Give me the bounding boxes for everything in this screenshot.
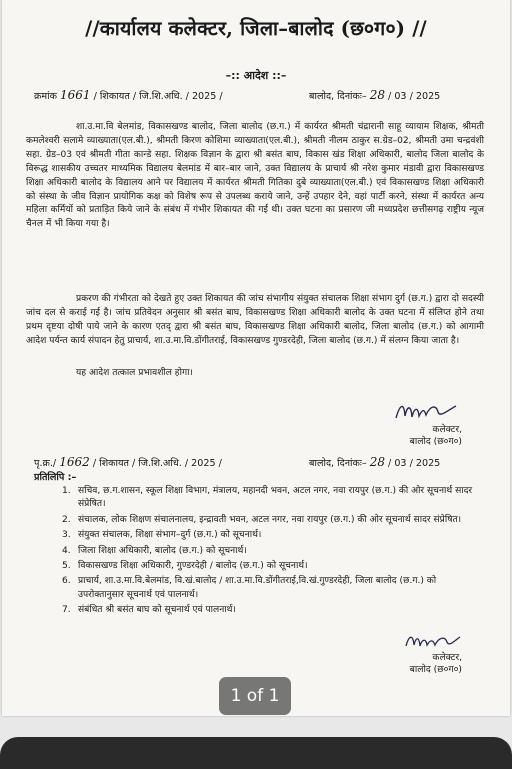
ref-prefix: क्रमांक: [34, 91, 57, 102]
document-page: [2, 0, 510, 716]
order-heading: –:: आदेश ::–: [225, 69, 287, 82]
ref-date: बालोद, दिनांकः– 28 / 03 / 2025: [309, 88, 441, 102]
signature-scribble: [392, 398, 462, 424]
page-indicator: 1 of 1: [219, 677, 291, 715]
collector-signature-2: [362, 630, 462, 676]
signature-title: कलेक्टर,: [432, 652, 462, 663]
signature-title: कलेक्टर,: [432, 424, 462, 435]
order-reference-line: [34, 88, 484, 102]
office-title: //कार्यालय कलेक्टर, जिला–बालोद (छ०ग०) //: [85, 17, 427, 40]
ref-number: 1662: [59, 455, 90, 469]
endorsement-reference-line: [34, 455, 484, 469]
list-item: 4. जिला शिक्षा अधिकारी, बालोद (छ.ग.) को सूचनार्थ।: [62, 545, 247, 556]
order-paragraph-1: शा.उ.मा.वि बेलमांड, विकासखण्ड बालोद, जिला बालोद (छ.ग.) में कार्यरत श्रीमती चंद्रारानी साहू व्यायाम शिक्षक, श्रीमती कमलेश्वरी सलामे व्याख्याता(एल.बी.), श्रीमती किरण कोशिमा व्याख्याता(एल.बी.), श्रीमती नीलम ठाकुर स.ग्रेड–02, श्रीमती उमा चन्द्रवंशी सहा. ग्रेड–03 एवं श्रीमती गीता कान्डे सहा. शिक्षक विज्ञान के द्वारा श्री बसंत बाघ, विकास खंड शिक्षा अधिकारी, बालोद जिला बालोद के विरूद्ध शासकीय उच्चतर माध्यमिक विद्यालय बेलमांड में बार–बार जाने, उक्त विद्यालय के प्राचार्य श्री नरेश कुमार मंडावी द्वारा विकासखण्ड शिक्षा अधिकारी बालोद के विद्यालय आने पर विद्यालय में कार्यरत श्रीमती गितिका दुबे व्याख्याता(एल.बी.) एवं विकासखण्ड शिक्षा अधिकारी को संस्था के जीव विज्ञान प्रायोगिक कक्ष को विशेष रूप से उपलब्ध कराये जाने, उन्हें उपहार देने, वहां पार्टी करने, संस्था में कार्यरत अन्य महिला कर्मियों को प्रताड़ित किये जाने के संबंध में गंभीर शिकायत की गई थी। उक्त घटना का प्रसारण जी मध्यप्रदेश छत्तीसगढ़ राष्ट्रीय न्यूज चैनल में भी किया गया है।: [26, 122, 484, 230]
bottom-bar: [0, 737, 512, 769]
list-item: 1. सचिव, छ.ग.शासन, स्कूल शिक्षा विभाग, मंत्रालय, महानदी भवन, अटल नगर, नवा रायपुर (छ.ग.) की ओर सूचनार्थ सादर संप्रेषित।: [62, 486, 473, 510]
order-paragraph-2: प्रकरण की गंभीरता को देखते हुए उक्त शिकायत की जांच संभागीय संयुक्त संचालक शिक्षा संभाग दुर्ग (छ.ग.) द्वारा दो सदस्यी जांच दल से कराई गई है। जांच प्रतिवेदन अनुसार श्री बसंत बाघ, विकासखण्ड शिक्षा अधिकारी बालोद के उक्त घटना में संलिप्त होने तथा प्रथम दृष्टया दोषी पाये जाने के कारण एतद् द्वारा श्री बसंत बाघ, विकासखण्ड शिक्षा अधिकारी बालोद, जिला बालोद (छ.ग.) को आगामी आदेश पर्यन्त कार्य संपादन हेतु प्राचार्य, शा.उ.मा.वि.डोंगीतराई, विकासखण्ड गुण्डरदेही, जिला बालोद (छ.ग.) में संलग्न किया जाता है।: [26, 294, 484, 346]
signature-office: बालोद (छ०ग०): [409, 436, 462, 447]
list-item: 2. संचालक, लोक शिक्षण संचालनालय, इन्द्रावती भवन, अटल नगर, नवा रायपुर (छ.ग.) की ओर सूचनार्थ सादर संप्रेषित।: [62, 514, 462, 525]
list-item: 5. विकासखण्ड शिक्षा अधिकारी, गुण्डरदेही / बालोद (छ.ग.) को सूचनार्थ।: [62, 561, 308, 572]
list-item: 3. संयुक्त संचालक, शिक्षा संभाग–दुर्ग (छ.ग.) को सूचनार्थ।: [62, 530, 262, 541]
ref-number: 1661: [60, 88, 91, 102]
signature-office: बालोद (छ०ग०): [409, 664, 462, 675]
copy-to-heading: प्रतिलिपि :–: [34, 472, 77, 483]
order-paragraph-3: यह आदेश तत्काल प्रभावशील होगा।: [76, 368, 193, 378]
copy-to-list: [62, 485, 480, 620]
ref-rest: / शिकायत / जि.शि.अधि. / 2025 /: [92, 458, 222, 469]
collector-signature-1: [362, 398, 462, 448]
list-item: 6. प्राचार्य, शा.उ.मा.वि.बेलमांड, वि.खं.बालोद / शा.उ.मा.वि.डोंगीतराई,वि.खं.गुण्डरदेही, जिला बालोद (छ.ग.) को उपरोक्तानुसार सूचनार्थ एवं पालनार्थ।: [62, 576, 437, 600]
signature-scribble: [402, 630, 462, 652]
ref-date: बालोद, दिनांकः– 28 / 03 / 2025: [309, 455, 441, 469]
ref-prefix: पृ.क्र./: [34, 458, 57, 469]
list-item: 7. संबंधित श्री बसंत बाघ को सूचनार्थ एवं पालनार्थ।: [62, 605, 236, 616]
ref-rest: / शिकायत / जि.शि.अधि. / 2025 /: [93, 91, 223, 102]
